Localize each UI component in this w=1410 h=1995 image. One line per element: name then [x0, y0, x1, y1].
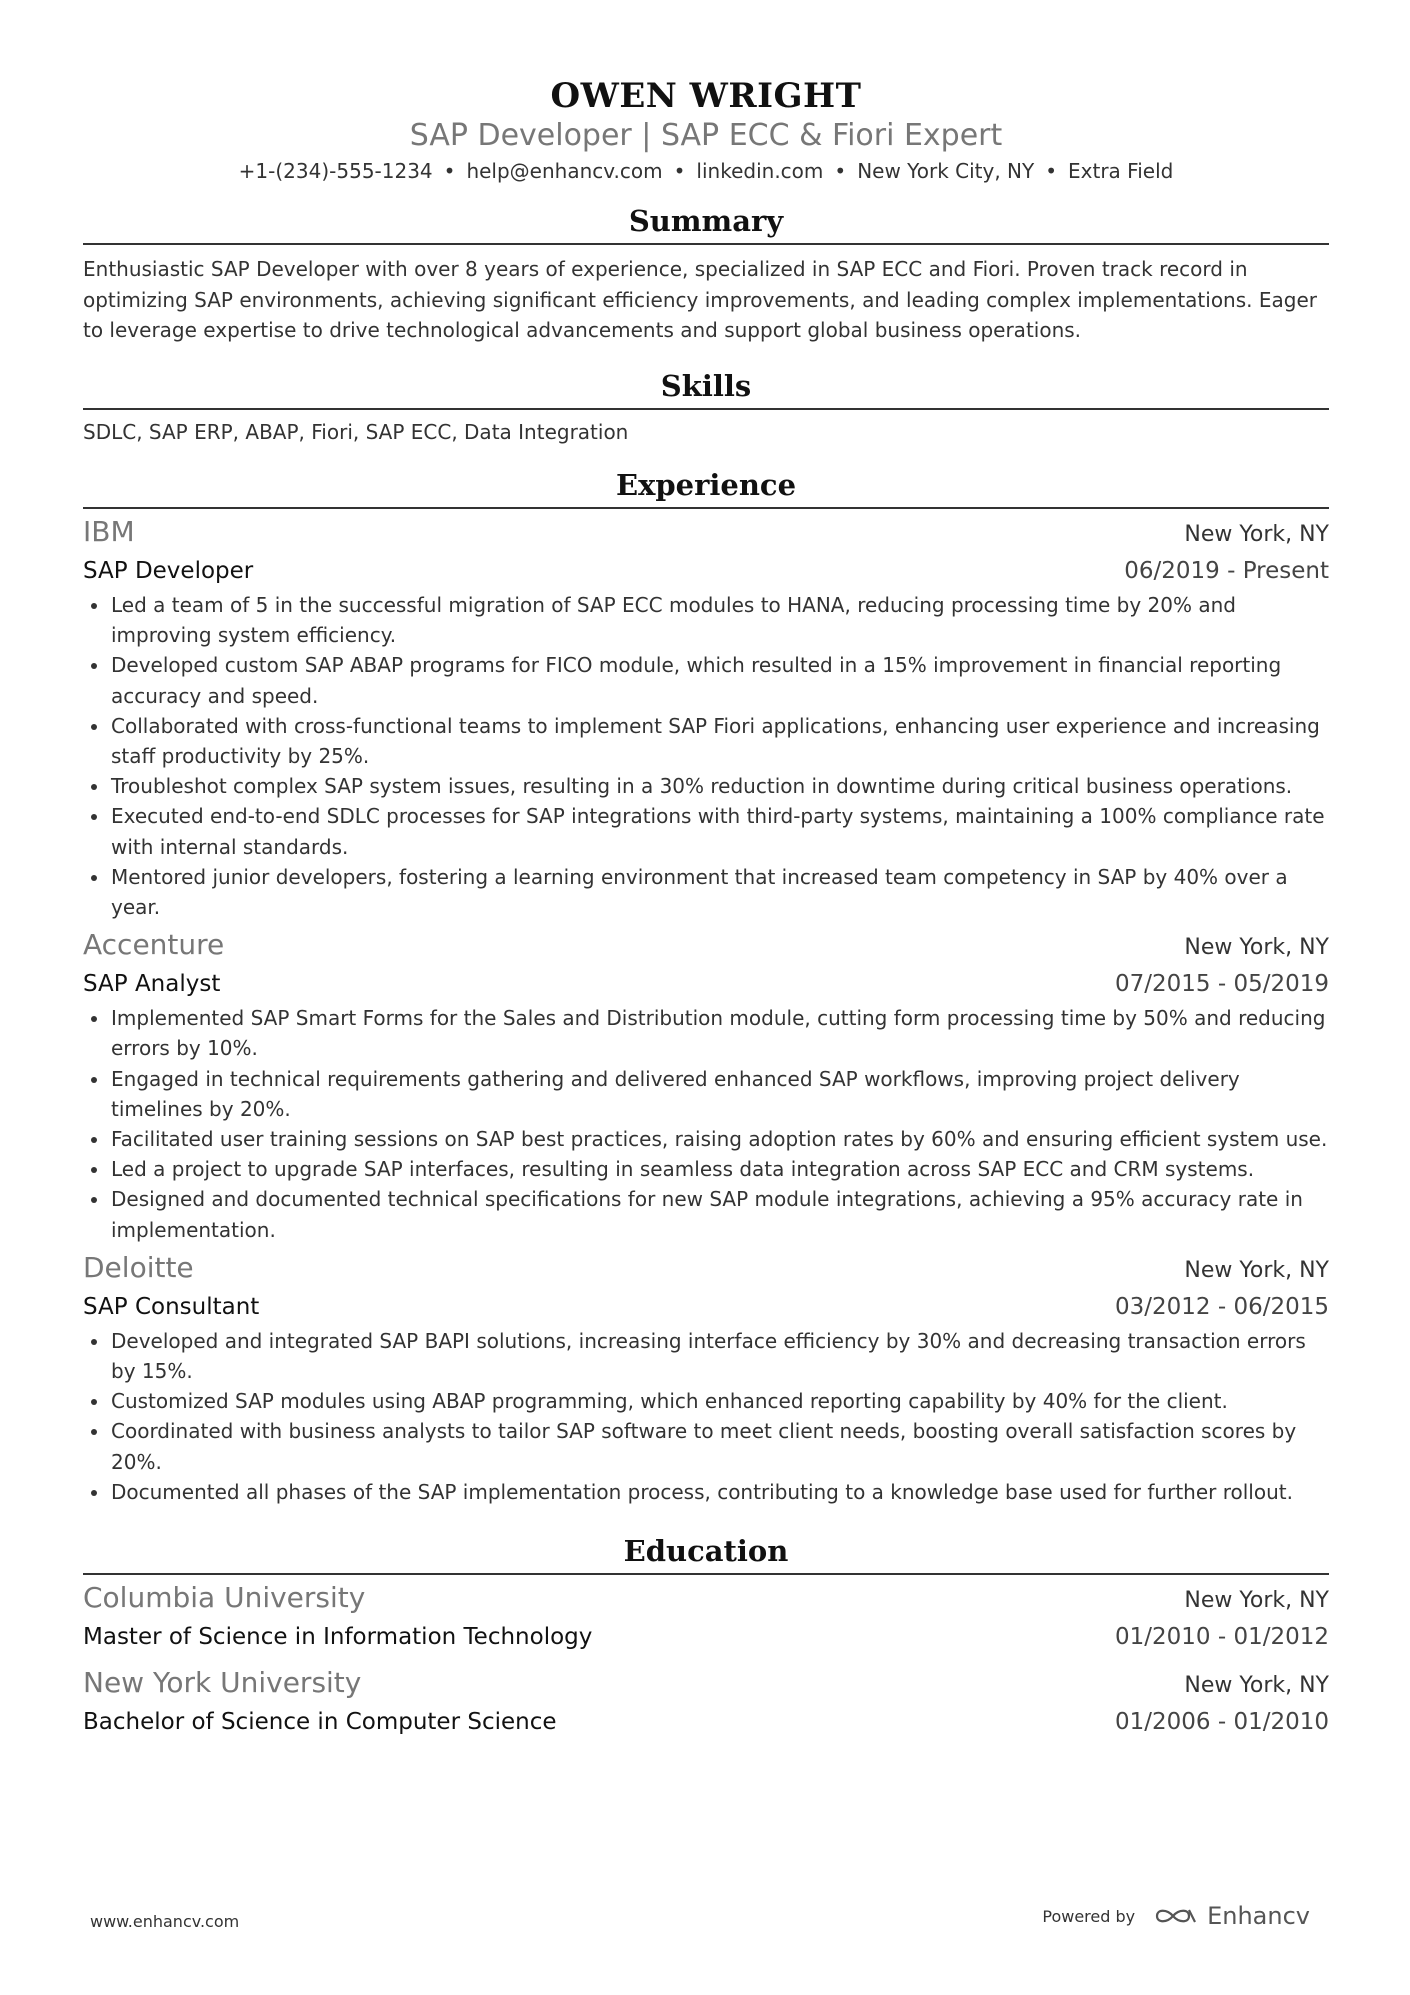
job-bullets [83, 590, 1329, 922]
list-item: Collaborated with cross-functional teams to implement SAP Fiori applications, enhancing user experience and increasing staff productivity by 25%. [83, 711, 1329, 771]
job-role: SAP Developer [83, 558, 254, 584]
bullet-separator: • [443, 159, 456, 183]
job-dates: 03/2012 - 06/2015 [1114, 1293, 1329, 1320]
contact-email[interactable]: help@enhancv.com [466, 159, 663, 183]
list-item: Coordinated with business analysts to tailor SAP software to meet client needs, boosting overall satisfaction scores by 20%. [83, 1416, 1329, 1476]
enhancv-logo-icon [1153, 1904, 1199, 1928]
job-role: SAP Analyst [83, 971, 221, 998]
job-role: SAP Consultant [83, 1293, 260, 1320]
list-item: Executed end-to-end SDLC processes for SAP integrations with third-party systems, maintaining a 100% compliance rate with internal standards. [83, 801, 1329, 861]
company-name: IBM [83, 515, 135, 548]
contact-line [83, 157, 1329, 185]
list-item: Led a project to upgrade SAP interfaces, resulting in seamless data integration across SAP ECC and CRM systems. [83, 1154, 1329, 1184]
list-item: Troubleshot complex SAP system issues, resulting in a 30% reduction in downtime during critical business operations. [83, 771, 1329, 801]
footer-website[interactable]: www.enhancv.com [90, 1912, 240, 1931]
contact-linkedin[interactable]: linkedin.com [696, 159, 824, 183]
job-dates: 06/2019 - Present [1124, 558, 1329, 584]
skills-section [83, 366, 1329, 448]
education-dates: 01/2010 - 01/2012 [1114, 1624, 1329, 1651]
list-item: Led a team of 5 in the successful migration of SAP ECC modules to HANA, reducing processing time by 20% and improving system efficiency. [83, 590, 1329, 650]
list-item: Developed custom SAP ABAP programs for FICO module, which resulted in a 15% improvement in financial reporting accuracy and speed. [83, 650, 1329, 710]
experience-section [83, 465, 1329, 1507]
job-location: New York, NY [1184, 1257, 1329, 1283]
job-location: New York, NY [1184, 522, 1329, 547]
brand-name: Enhancv [1207, 1902, 1310, 1930]
degree-name: Bachelor of Science in Computer Science [83, 1709, 557, 1736]
list-item: Mentored junior developers, fostering a learning environment that increased team competency in SAP by 40% over a year. [83, 862, 1329, 922]
contact-phone: +1-(234)-555-1234 [238, 159, 433, 183]
list-item: Engaged in technical requirements gathering and delivered enhanced SAP workflows, improving project delivery timelines by 20%. [83, 1064, 1329, 1124]
skills-text: SDLC, SAP ERP, ABAP, Fiori, SAP ECC, Data Integration [83, 419, 629, 444]
experience-entry [83, 1249, 1329, 1507]
resume-page [83, 0, 1329, 1739]
list-item: Implemented SAP Smart Forms for the Sales and Distribution module, cutting form processing time by 50% and reducing errors by 10%. [83, 1003, 1329, 1063]
list-item: Documented all phases of the SAP implementation process, contributing to a knowledge base used for further rollout. [83, 1477, 1329, 1507]
section-heading-education: Education [83, 1531, 1329, 1575]
school-location: New York, NY [1184, 1588, 1329, 1614]
education-entry [83, 1664, 1329, 1739]
bullet-separator: • [673, 159, 686, 183]
degree-name: Master of Science in Information Technology [83, 1624, 593, 1651]
experience-entry [83, 926, 1329, 1245]
job-bullets [83, 1003, 1329, 1245]
summary-section [83, 201, 1329, 346]
contact-extra: Extra Field [1068, 159, 1174, 183]
section-heading-experience: Experience [83, 465, 1329, 509]
footer-branding [1042, 1902, 1310, 1930]
bullet-separator: • [834, 159, 847, 183]
bullet-separator: • [1045, 159, 1058, 183]
school-name: New York University [83, 1666, 362, 1700]
company-name: Accenture [83, 928, 225, 962]
experience-entry [83, 513, 1329, 922]
section-heading-summary: Summary [83, 201, 1329, 245]
job-location: New York, NY [1184, 935, 1329, 961]
summary-text: Enthusiastic SAP Developer with over 8 years of experience, specialized in SAP ECC and Fiori. Proven track record in optimizing SAP environments, achieving significant efficiency improvements, and leading complex implementations. Eager to leverage expertise to drive technological advancements and support global business operations. [83, 257, 1317, 342]
brand-logo[interactable] [1153, 1902, 1310, 1930]
powered-by-label: Powered by [1042, 1906, 1136, 1926]
education-section [83, 1531, 1329, 1739]
list-item: Developed and integrated SAP BAPI solutions, increasing interface efficiency by 30% and decreasing transaction errors by 15%. [83, 1326, 1329, 1386]
job-bullets [83, 1326, 1329, 1507]
candidate-title: SAP Developer | SAP ECC & Fiori Expert [409, 118, 1003, 153]
section-heading-skills: Skills [83, 366, 1329, 410]
list-item: Designed and documented technical specifications for new SAP module integrations, achieving a 95% accuracy rate in implementation. [83, 1184, 1329, 1244]
contact-location: New York City, NY [857, 159, 1035, 183]
job-dates: 07/2015 - 05/2019 [1114, 971, 1329, 998]
list-item: Facilitated user training sessions on SAP best practices, raising adoption rates by 60% and ensuring efficient system use. [83, 1124, 1329, 1154]
education-dates: 01/2006 - 01/2010 [1114, 1709, 1329, 1736]
school-location: New York, NY [1184, 1673, 1329, 1699]
school-name: Columbia University [83, 1581, 366, 1615]
education-entry [83, 1579, 1329, 1654]
list-item: Customized SAP modules using ABAP programming, which enhanced reporting capability by 40% for the client. [83, 1386, 1329, 1416]
candidate-name: OWEN WRIGHT [550, 76, 862, 116]
company-name: Deloitte [83, 1250, 194, 1284]
